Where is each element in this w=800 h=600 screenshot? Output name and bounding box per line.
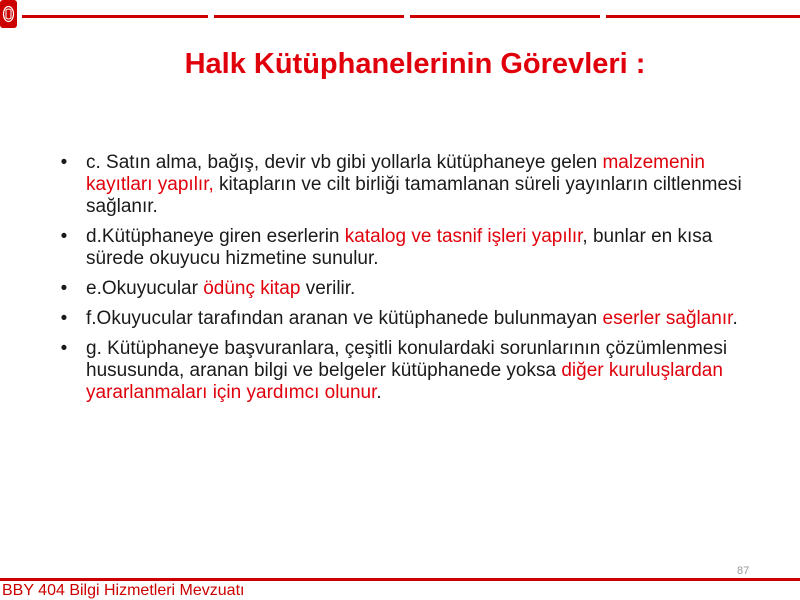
- bullet-dot: •: [60, 308, 68, 329]
- bullet-highlight-text: eserler sağlanır: [602, 308, 733, 329]
- bullet-text: .: [376, 382, 382, 403]
- bullet-text: e.Okuyucular: [86, 278, 204, 299]
- bullet-text: g. Kütüphaneye başvuranlara, çeşitli konulardaki sorunlarının çözümlenmesi hususunda, aranan bilgi ve belgeler kütüphanede yoksa: [86, 338, 728, 381]
- university-seal-icon: [0, 0, 17, 28]
- bullet-text: .: [732, 308, 738, 329]
- footer-course-title: BBY 404 Bilgi Hizmetleri Mevzuatı: [2, 582, 245, 599]
- bullet-item: [58, 226, 758, 270]
- bullet-text: verilir.: [300, 278, 356, 299]
- slide-title: Halk Kütüphanelerinin Görevleri :: [184, 48, 646, 80]
- bullet-item: [58, 308, 758, 330]
- seal-emblem: [2, 4, 15, 24]
- footer-rule: [0, 578, 800, 581]
- page-number: 87: [737, 565, 750, 577]
- bullet-text: f.Okuyucular tarafından aranan ve kütüphanede bulunmayan: [86, 308, 603, 329]
- bullet-dot: •: [60, 338, 68, 359]
- bullet-text: , bunlar en kısa sürede okuyucu hizmetine sunulur.: [86, 226, 713, 269]
- bullet-dot: •: [60, 278, 68, 299]
- bullet-highlight-text: katalog ve tasnif işleri yapılır: [344, 226, 583, 247]
- bullet-text: d.Kütüphaneye giren eserlerin: [86, 226, 345, 247]
- bullet-highlight-text: malzemenin kayıtları yapılır,: [86, 152, 705, 195]
- bullet-text: kitapların ve cilt birliği tamamlanan süreli yayınların ciltlenmesi sağlanır.: [86, 174, 742, 217]
- header-rule-gap: [404, 15, 410, 18]
- bullet-dot: •: [60, 152, 68, 173]
- header-rule-gap: [600, 15, 606, 18]
- bullet-text: c. Satın alma, bağış, devir vb gibi yollarla kütüphaneye gelen: [86, 152, 603, 173]
- bullet-item: [58, 278, 758, 300]
- header-rule: [22, 15, 800, 18]
- bullet-list: [58, 152, 758, 412]
- bullet-highlight-text: ödünç kitap: [203, 278, 301, 299]
- header-rule-gap: [208, 15, 214, 18]
- bullet-dot: •: [60, 226, 68, 247]
- bullet-highlight-text: diğer kuruluşlardan yararlanmaları için yardımcı olunur: [86, 360, 723, 403]
- bullet-item: [58, 152, 758, 218]
- bullet-item: [58, 338, 758, 404]
